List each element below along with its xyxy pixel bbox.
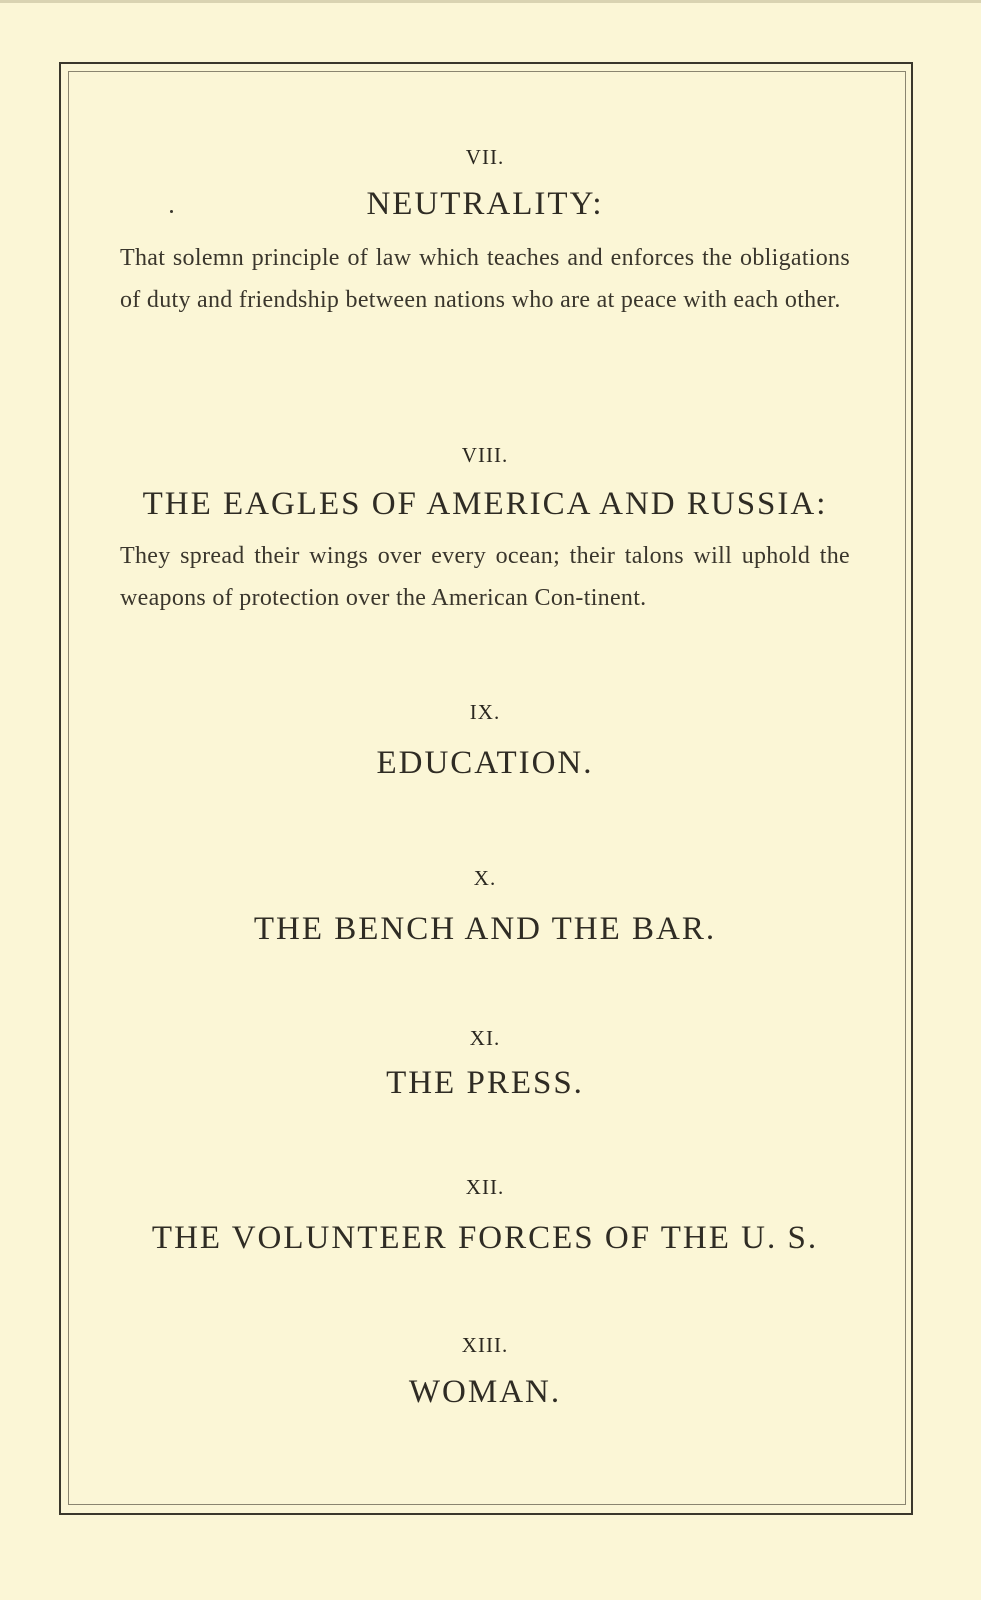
toast-section-ix bbox=[120, 700, 850, 782]
toast-heading: THE PRESS. bbox=[386, 1065, 584, 1101]
toast-numeral: IX. bbox=[469, 700, 501, 724]
toast-heading: EDUCATION. bbox=[376, 745, 594, 781]
toast-numeral: XIII. bbox=[461, 1333, 509, 1357]
toast-numeral: VIII. bbox=[461, 443, 509, 467]
toast-heading: NEUTRALITY: bbox=[366, 186, 604, 222]
toast-section-vii bbox=[120, 145, 850, 321]
toast-text: That solemn principle of law which teaches and enforces the obligations of duty and friendship between nations who are at peace with each other. bbox=[120, 245, 850, 313]
toast-heading: THE EAGLES OF AMERICA AND RUSSIA: bbox=[142, 486, 828, 522]
toast-heading: WOMAN. bbox=[408, 1374, 562, 1410]
toast-section-xiii bbox=[120, 1333, 850, 1411]
toast-numeral: X. bbox=[473, 866, 497, 890]
toast-numeral: XII. bbox=[465, 1175, 505, 1199]
toast-numeral: XI. bbox=[469, 1026, 501, 1050]
toast-section-viii bbox=[120, 443, 850, 619]
toast-heading: THE BENCH AND THE BAR. bbox=[253, 911, 717, 947]
toast-section-xi bbox=[120, 1026, 850, 1102]
page-top-edge bbox=[0, 0, 981, 3]
toast-numeral: VII. bbox=[465, 145, 505, 169]
toast-text: They spread their wings over every ocean; their talons will uphold the weapons of protection over the American Con-tinent. bbox=[120, 543, 850, 611]
toast-heading: THE VOLUNTEER FORCES OF THE U. S. bbox=[151, 1220, 819, 1256]
toast-section-x bbox=[120, 866, 850, 948]
toast-section-xii bbox=[120, 1175, 850, 1257]
